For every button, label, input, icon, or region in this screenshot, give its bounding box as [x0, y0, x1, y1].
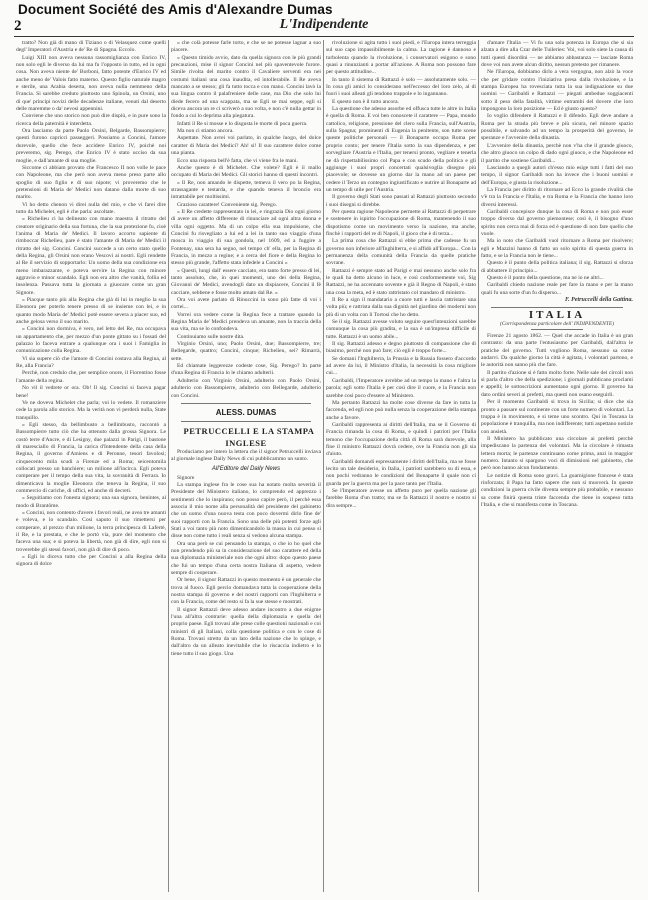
paragraph: In tanto il sistema di Rattazzi è solo — assolutamente solo. — In cosa gli amici lo considerano nell'eccesso del loro zelo, al di fuori i suoi alleati gli tendono trappole e lo ingannano.	[326, 76, 476, 98]
column-1	[16, 40, 166, 892]
paragraph: Firenze 21 agosto 1862. — Quel che accade in Italia è un gran contrasto: da una parte l'entusiasmo per Garibaldi, dall'altra le pratiche del governo. Tutti vogliono Roma, nessuno sa come andarvi. Da qualche giorno la città è agitata, i volontari partono, e le autorità non sanno più che fare.	[481, 333, 633, 369]
paragraph: Anche questo è di Michelet. Che volete? Egli è il mallo occupato di Maria dei Medici. Gli storici hanno di questi incontri.	[171, 164, 321, 179]
paragraph: « Il Re credette rappresentato in lei, e ringrazia Dio ogni giorno di avere un affetto differente di rinunciare ad ogni altra donna e villa ogni oggetto. Ma di un colpo ella sua impulsione, che Concini fu risvegliato a lui ed a lei in tanto suo viaggio d'una mosca in viaggio di sua gondola, nel 1609, ed a fuggire a Fontenay, una sera ha segno, nel tempo ch' ella, per la Regina di Francia, in mezzo a regine; e a cerca del fiore e della Regina lo stesso più grande, l'affetto stata infedele a Concini »	[171, 208, 321, 267]
paragraph: « che colà potesse farle torto, e che se ne potesse lagnar a suo piacere.	[171, 40, 321, 54]
paragraph: « Seguitiamo con l'onesta signora; una sua signora, benintes, al modo di Brantôme.	[16, 495, 166, 509]
paragraph: « Egli stesso, da bellimbusto a bellimbusto, raccontò a Bassompierre tutto ciò che ha ottenuto dalla grossa Signora. Le costò terre d'Ancre, e di Lesigny, due palazzi in Parigi, il bastone di maresciallo di Francia, la carica d'Intendente della casa della Regina, il governo d'Amiens e di Peronne, tesori favolosi; cinquecento mila scudi a Firenze ed a Roma; seicentomila collocati presso un banchiere; un milione all'incirca. Egli poteva comperare per il tempo della sua vita, la sovranità di Ferrara. Io dimenticava la moglie Eleonora che teneva la Regina, il suo commercio di cariche, di uffici, ed anche di decreti.	[16, 421, 166, 494]
paragraph: Il partito d'azione si è fatto molto forte. Nelle sale dei circoli non si parla d'altro che della spedizione; i giornali pubblicano proclami e appelli; le sottoscrizioni aumentano ogni giorno. Il governo ha dato ordini severi ai prefetti, ma questi non osano eseguirli.	[481, 369, 633, 398]
column-divider	[478, 40, 479, 892]
column-4	[481, 40, 633, 892]
section-rule	[491, 307, 623, 308]
paragraph: Garibaldi rappresenta ai diritti dell'Italia, ma se il Governo di Francia rimanda la cosa di Roma, e quindi i patrioti per l'Italia temono che l'occupazione della città di Roma sarà durevole, alla fine il ministro Rattazzi dovrà cedere, ove la Francia non gli sia d'aiuto.	[326, 421, 476, 458]
paragraph: Vi sia supere ciò che l'amore di Concini costava alla Regina, al Re, alla Francia?	[16, 355, 166, 370]
paragraph: Il sig. Rattazzi adesso e degno piuttosto di compassione che di biasimo, perchè non può fare; ciò egli è troppo forte...	[326, 341, 476, 355]
paragraph: « Piacque tanto più alla Regina che già di lui in meglio la sua Eleonora per poterlo tenere presso di se insieme con lei, e in quanto modo Maria de' Medici potè essere severa a piacer suo, ed anche gelosa verso il suo marito.	[16, 297, 166, 326]
paragraph: Produciamo per intero la lettera che il signor Petruccelli inviava al giornale inglese Daily News di cui pubblicammo un sunto.	[171, 448, 321, 463]
article-heading-petruccelli: PETRUCCELLI E LA STAMPA INGLESE	[183, 425, 315, 448]
paragraph: Ma io noto che Garibaldi vuol ritornare a Roma per risolvere; egli e Mazzini hanno di fatto un solo spirito di questa guerra in fatto, e se la Francia non le tiene...	[481, 238, 633, 259]
paragraph: Conviene che uno storico non può dire dispiù, e in pure sono la ricerca della paternità è interdetta.	[16, 113, 166, 127]
paragraph: Ve ne doveva Michelet che parla; voi lo vedete. Il romanziere cede la parola allo storico. Ma la verità non vi perderà nulla, State tranquillo.	[16, 399, 166, 421]
section-heading-italia: ITALIA	[528, 309, 586, 322]
paragraph: Garibaldi chiedo nazione reale per fare la mano e per la mano quali fu una sorte d'un fu disperso...	[481, 282, 633, 296]
paragraph: Il Re a sign il mandatario a cuore tutti e lascia rattristare una volta più; e rattrista dalla sua dignità nel giardino dei moderni non più di un volta con lì Tortosi che ho detto.	[326, 297, 476, 318]
section-rule	[531, 329, 583, 330]
paragraph: La Francia per diritto di ritornare ad Ecco la grande rivalità che v'è tra la Francia e l'Italia, e tra Roma e la Francia che hanno loro diversi interessi.	[481, 186, 633, 208]
paragraph: Vi ho detto chenon vi direi nulla del mio, e che vi farei dire tutto da Michelet, egli è che parla: ascoltate.	[16, 201, 166, 215]
paragraph: Signore	[177, 474, 195, 481]
paragraph: Ora lasciamo da parte Paolo Orsini, Belgarde, Bassompierre; questi furono capricci passeggeri. Possiamo a Concini, l'amore durevole, quello che fece accidere Enrico IV, poichè noi preveremo, sig. Perego, che Enrico IV è stato ucciso da sua moglie, e dall'amante di sua moglie.	[16, 128, 166, 164]
paragraph: d'amare l'Italia — Vi fu una sola potenza in Europa che si sia alzata a dire alla Czar delle Tuileries: Voi, voi solo siete la causa di tutti questi disordini — ne abbiamo abbastanza — lasciate Roma dove voi non avete alcun diritto, nessun pretesto per rimanere.	[481, 40, 633, 69]
document-watermark: Document Société des Amis d'Alexandre Dumas	[18, 2, 333, 17]
paragraph: Adulterio con Virginio Orsini, adulterio con Paolo Orsini, adulterio con Bassompierre, adulterio con Bellegarde, adulterio con Concini.	[171, 377, 321, 399]
paragraph: Per questa ragione Napoleone permette al Rattazzi di perpetrare e sostenere in ispirito l'occupazione di Roma, mantenendo il suo dispotismo come un movimento verso la nazione, ma anche, finchè i rapporti del re di Napoli, il gioco che è di terza...	[326, 208, 476, 237]
column-2	[171, 40, 321, 892]
author-signature-petruccelli: F. Petruccelli della Gattina.	[564, 297, 633, 304]
paragraph: Se il sig. Rattazzi avesse voluto seguire quest'intenzioni sarebbe comunque la cosa più gradita, e la sua è un'impresa difficile di tutte. Rattazzi è un uomo abile...	[326, 319, 476, 340]
column-divider	[168, 40, 169, 892]
column-divider	[323, 40, 324, 892]
paragraph: Siccome ci abbiam provato che Francesco II non volle le pace con Napoleone, ma che però non aveva meno preso parte allo spoglio di suo figlio e di suo nipote; vi proveremo che le pretensioni di Maria de' Medici non datano dalla morte di suo marito.	[16, 164, 166, 201]
paragraph: « Il Re, non amando le dispette, temeva il vero po la Regina, strassagante e testarda, e che quando teneva il broncio era intrattabile per moltissimi.	[171, 179, 321, 201]
paragraph: « Concini, non contento d'avere i favori reali, ne avea tre amanti e voleva, e lo scandalo. Così saputo il suo rimettersi per comperare, al prezzo d'un milione, la terra principesca di Lafertè, il Re, e la prestata, e che le portò via, pure del momento che faceva una sua; e si poteva la libertà, non già di dire, egli non si troverebbe gli stessi favori, non già di dire di poco.	[16, 510, 166, 553]
paragraph: Ora una però se cui pensando la stampa, o che io ho quel che non prendendo più sa in considerazione del suo carattere ed della sua diplomazia ministeriale non che ogni altro: dopo questo paese che fui un tempo d'una certa nostra Italiana di aspetto, vedere sempre di cooperare.	[171, 540, 321, 576]
paragraph: Ora voi avete parlato di Rinuccini in sono più fatte di voi i cortei...	[171, 297, 321, 311]
paragraph: Il governo degli Stati sono passati al Rattazzi piuttosto secondo i suoi disegni si direbbe.	[326, 194, 476, 208]
paragraph: Ecco una risposta bell'è fatta, che vi viene fra le mani.	[177, 157, 298, 164]
paragraph: Garibaldi, l'Imperatore avrebbe ad un tempo la mano e l'altra la parola; egli sotto l'Italia è per così dire il cuore, e la Francia non sarebbe così poco d'essere al Ministero.	[326, 377, 476, 399]
paragraph: Garibaldi domandi espressamente i diritti dell'Italia, ma se fosse lecito un tale desiderio, in Italia, i patrioti sarebbero su di essa, e non pochi vedranno le condizioni del Bonaparte il quale non ci guarda per la guerra ma per la pace tanto per l'Italia.	[326, 458, 476, 487]
paragraph: tratto? Non già di mano di Tiziano o di Velasquez come quelli degl' Imperatori d'Austria e de' Re di Spagna. Eccolo.	[16, 40, 166, 54]
paragraph: Le notizie di Roma sono gravi. La guarnigione francese è stata rinforzata; il Papa ha fatto sapere che non si muoverà. In queste condizioni la guerra civile diventa sempre più probabile, e nessuno sa come finirà questa triste faccenda che tiene in sospeso tutta l'Italia, e che si manifesta come in Toscana.	[481, 472, 633, 508]
paragraph: Questo è il punto della politica italiana; il sig. Rattazzi si sforza di abbattere il principio...	[481, 260, 633, 274]
paragraph: Garibaldi concepisce dunque la cosa di Roma e non può esser troppo diverso dal governo piemontese; così è, il bisogno d'uno spirito non cerca mai di forza ed è questione di non fare quello che vuole.	[481, 208, 633, 237]
section-rule	[181, 403, 311, 404]
paragraph: Perchè, non credulo che, per semplice onore, il Fiorentino fosse l'amante della regina.	[16, 370, 166, 384]
correspondent-note: (Corrispondenza particolare dell' INDIPENDENTE)	[499, 320, 614, 327]
paragraph: Lasciando a quegli autori ch'esso mio esige tutti i fatti del suo tempo, il signor Garibaldi non ha invece che i buoni uomini e dell'Europa, e giusta la risoluzione...	[481, 164, 633, 186]
masthead-rule	[14, 36, 634, 37]
paragraph: « Questi, lungi dall' essere cacciato, era tanto forte presso di lei, tanto assoluto, che, in quei momenti, uno dei della Regina, Giovanni de' Medici, avendogli dato un dispiacere, Concini il fè cacciare, sebbene e fosse molto amato dal Re. »	[171, 267, 321, 296]
page-number: 2	[14, 18, 22, 34]
paragraph: Il Ministero ha pubblicato una circolare ai prefetti perchè impediscano la partenza dei volontari. Ma la circolare è rimasta lettera morta; le partenze continuano come prima, anzi in maggior numero. Intanto si spargono voci di dimissioni nel gabinetto, che però non hanno alcun fondamento.	[481, 435, 633, 472]
paragraph: Se l'Imperatore avesse un affetto puro per quella nazione gli farebbe Roma d'un tratto; ma se fa Rattazzi il nostro e nostro si dira sempre...	[326, 487, 476, 509]
paragraph: « Richelieu ci ha delineato con mano maestra il ritratto del creatore originario della sua fortuna, che la sua protezione fu, cioè l'anima di Maria de' Medici. Il lavoro accorto sapiente di rimboccar Richelieu, pare è stato l'amante di Maria de' Medici il ritratto del sig. Concini. Concini succede a un certo stato quello della Regina, gli Orsini non erano Vescovi ai nostri. Egli rendette al Re il servizio di sopportarlo: Un uomo della sua condizione era meno imbarazzante, e poteva servire la Regina con minore aggravio e minor scandalo. Egli non era altro che vanità, follia ed insolenza. Passava tutta la giornata a giuocare come un gran Signore.	[16, 216, 166, 296]
paragraph: La stampa inglese fra le cose sua ha notato molta severità il Presidente del Ministero italiano, lo comprendo ed apprezzo i sentimenti che lo inspirano; non posso capire però, il perchè essa associa il mio nome alla personalità del presidente del gabinetto che un uomo d'una nuova testa con poco dovermi dirlo fine de' suoi rapporti con la Francia. Sono una delle più potenti forze agli Stati a voi tanto più noto dimenticandolo la massa in cui penso si disse non come tutto i reali senza si vedono alcuna stampa.	[171, 481, 321, 540]
paragraph: Rattazzi è sempre stato ad Parigi e mai nessuno anche solo fra le quali ha detto alcuno in luce, e così conformemente voi, Sig Rattazzi, ne ha accennato sovente e già il Regno di Napoli, è stato una cosa la meta, ed è stato rattristato col mandato di ministro.	[326, 267, 476, 296]
paragraph: E questo non è il tutto ancora.	[332, 98, 399, 105]
paragraph: Ma non ci stiamo ancora.	[177, 128, 234, 135]
paragraph: Grazioso carattere! Conveniente sig. Perego.	[177, 201, 278, 208]
paragraph: « Egli lo diceva tutto che per Concini a alla Regina della signora di dolce	[16, 554, 166, 568]
paragraph: « Concini non dormiva, è vero, nel letto del Re, ma occupava un appartamento che, per mezzo d'un ponte gittato su i fossati del palazzo lo faceva entrare a qualunque ora i suoi i Famiglia in comunicazione colla Regina.	[16, 326, 166, 355]
paragraph: Luigi XIII non aveva nessuna rassomiglianza con Enrico IV, non solo egli le diverso da lui ma fu l'opposto in tutto, ed in ogni cosa. Non aveva niente de' Borboni, fatto potente d'Enrico IV ed anche meno de' Valois fatto materno. Questo figlio naturale magro e sterile, una Arabia deserta, non aveva nulla nemmeno della Francia. Si sarebbe creduto piuttosto uno Spinola, un Orsini, uno di que' principi novizi delle decadenze italiane, venuti dal deserto delle maremme o da' nevosi appennini.	[16, 54, 166, 113]
paragraph: No vil il vedrete or ora. Ob! Il sig. Concini si faceva pagar bene!	[16, 385, 166, 399]
paragraph: Vorrei ora vedere come la Regina fece a trattare quando la Regina Maria de' Medici prendeva un amante, non la traccia della sua vita, ma se lo confondeva.	[171, 311, 321, 333]
paragraph: La questione che adesso assorbe ed offusca tutte le altre in Italia è quella di Roma. E voi ben conoscete il carattere — Papa, mondo cattolico, religione, pressione del clero sulla Francia, sull'Austria, sulla Spagna; prominenti di Eugenia la penitente, son tutte scene queste politiche personali — il Bonaparte occupa Roma per proprio conto; per tenere l'Italia sotto la sua dipendenza, e per sorvegliare l'Austria e l'Italia, per tenersi pronto, vegliare e tenerla ne dà rispettabilissimo col Papa e con scudo della politica e gli aggiunge i suoi propri concertati qualsivoglia disegno più piacevole; se dovesse un giorno dar la mano ad un paese per cedere il Terzo un contegno ingiustificato e nutrire al Bonaparte ad un tempo di utile per l'Austria.	[326, 106, 476, 193]
letter-address: All'Editore del Daily News	[211, 465, 281, 472]
paragraph: L'avvenire della dinastia, perchè non v'ha che il grande giuoco, che altro giuoco un colpo di dado ogni giuoco, e che Napoleone ed il partito che sostiene Garibaldi...	[481, 142, 633, 164]
column-3	[326, 40, 476, 892]
section-rule	[181, 421, 311, 422]
paragraph: Or bene, il signor Rattazzi in questo momento è un generale che trova al fuoco. Egli percio domandava tutta la cooperazione della nostra stampa di governo e dei nostri rapporti con l'Inghilterra e con la Francia, come del resto si fa la sue stesse e mostrati.	[171, 577, 321, 606]
paragraph: Ne l'Europa, dobbiamo dirlo a vera vergogna, non alzò la voce che per gridare contro l'iniziativa presa dalla rivoluzione, e la stampa Europea ha rovesciata tutta la sua indignazione su due uomini — Garibaldi e Rattazzi — piegati ambedue soggiacenti sotto il peso della fatalità, vittime entrambi del dovere che loro impongono la loro posizione — Ed è giusto questo?	[481, 69, 633, 113]
paragraph: Ma pertanto Rattazzi ha molte cose diverse da fare in tutta la faccenda, ed egli non può nulla senza la cooperazione della stampa anche a favore.	[326, 399, 476, 421]
paragraph: Aspettate. Non avrei voi parlato, in qualche luogo, del dolce caratter di Maria dei Medici? Ah! si! Il suo carattere dolce come una pianta.	[171, 135, 321, 157]
paragraph: rivoluzione si agita tutto i suoi piedi, e l'Europa intera terreggia sul suo capo impassibilmente la calma. La ragione è dannoso e turbolenta quando la rivoluzione, i conservatori esigono e sono quasi a rinunzianti a portar all'azione. A Roma non possono fare per questo attitudine...	[326, 40, 476, 76]
paragraph: Continuiamo sulle nostre dita.	[177, 333, 245, 340]
paragraph: « Questo timido avvio, dato da quella signora con le più grandi precauzioni, mise il signor Concini nel più spaventevole furore. Simile rivolta del marito contro il Cavaliere serventi era nei costumi italiani una cosa inaudita, ed intollerabile. Il Re aveva mancato a se stesso; gli fa tutto tocca e con mano. Concini lavò la sua lingua contro il palafreniere delle case, ma Dio che solo lui diede fecero ad una scappata, ma se Egli se mai seppe, egli si diceva ancora un re ci scriverò a suo volta, e non c'è nulla gettar in fondo a cui lo deprima alla piegatura.	[171, 54, 321, 120]
paragraph: Il signor Rattazzi deve adesso andare incontro a due enigme l'una all'altra contrarie: quella della diplomazia e quella del proprio paese. Egli trovasi alle prese colle questioni nazionali e coi ministri di gli Italiani, colla questione politica e con le cose di Roma. Trovasi stretto da un lato della nazione che lo spinge, e dall'altro da un alleato inevitabile che lo riscaccia indietro e lo tiene tutto il suo giogo. Una	[171, 606, 321, 657]
paragraph: Se domani l'Inghilterra, la Prussia e la Russia fossero d'accordo ad avere da lui, il Ministro d'Italia, la necessità la cosa migliore cui...	[326, 355, 476, 377]
paragraph: Virginio Orsini, uno; Paolo Orsini, due; Bassompierre, tre; Bellegarde, quattro; Concini, cinque; Richelieu, sei? Rimarrà, sette.	[171, 341, 321, 362]
paragraph: Io voglio difendere il Rattazzi e il difendo. Egli deve andare a Roma per la strada più breve e più sicura, nel minore spazio possibile, e salvando ad un tempo la prosperità del governo, le speranze e l'avvenire della dinastia.	[481, 113, 633, 142]
paragraph: Questo è il punto della questione, ma ne io ne altri...	[487, 275, 604, 281]
paragraph: Per il momento Garibaldi si trova in Sicilia; si dice che sia pronto a passare sul continente con un forte numero di volontari. La truppa è in movimento, e si teme uno scontro. Qui in Toscana la popolazione è tranquilla, ma non indifferente; tutti aspettano notizie con ansietà.	[481, 399, 633, 435]
paragraph: Ed chiamate leggerezze codeste cose, Sig. Perego? In parte d'una Regina di Francia lo le chiamo adulterii.	[171, 363, 321, 377]
paragraph: La prima cosa che Rattazzi si ebbe prima che cadesse fu un governo non inferiore all'Inghilterra, e si affidò all'Europa... Con la permanenza della comunità della Francia da quelle pratiche sovrane.	[326, 238, 476, 267]
author-signature-dumas: ALESS. DUMAS	[215, 407, 277, 417]
paragraph: Infatti il Re si mosse e lo disgusta le morte di poca guerra.	[177, 120, 308, 127]
masthead: L'Indipendente	[279, 17, 369, 32]
